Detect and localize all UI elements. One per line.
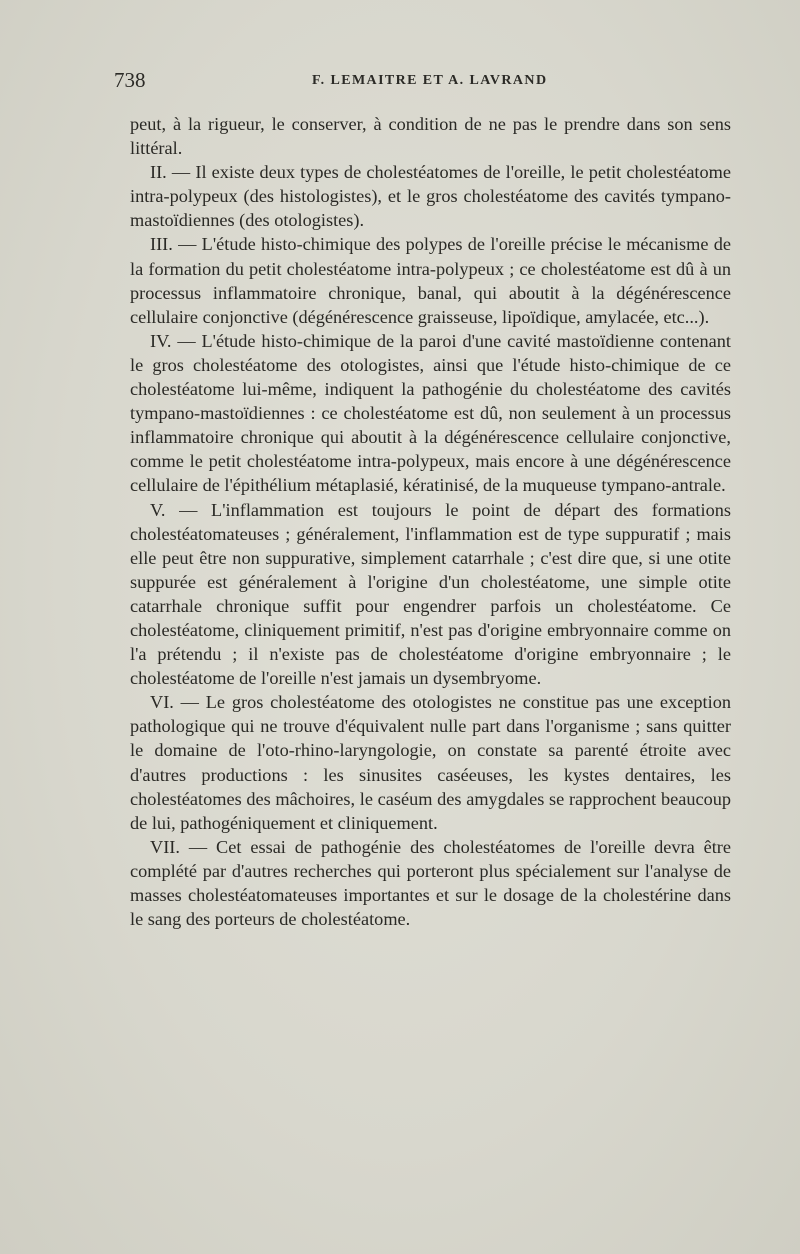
paragraph-conclusion-7: VII. — Cet essai de pathogénie des cholestéatomes de l'oreille devra être complété par d'autres recherches qui porteront plus spécialement sur l'analyse de masses cholestéatomateuses importantes et sur le dosage de la cholestérine dans le sang des porteurs de cholestéatome. [130, 836, 731, 930]
paragraph-conclusion-2: II. — Il existe deux types de cholestéatomes de l'oreille, le petit cholestéatome intra-polypeux (des histologistes), et le gros cholestéatome des cavités tympano-mastoïdiennes (des otologistes). [130, 162, 731, 231]
paragraph-conclusion-6: VI. — Le gros cholestéatome des otologistes ne constitue pas une exception pathologique qui ne trouve d'équivalent nulle part dans l'organisme ; sans quitter le domaine de l'oto-rhino-laryngologie, on constate sa parenté étroite avec d'autres productions : les sinusites caséeuses, les kystes dentaires, les cholestéatomes des mâchoires, le caséum des amygdales se rapprochent beaucoup de lui, pathogéniquement et cliniquement. [130, 692, 731, 833]
paragraph-conclusion-4: IV. — L'étude histo-chimique de la paroi d'une cavité mastoïdienne contenant le gros cholestéatome des otologistes, ainsi que l'étude histo-chimique de ce cholestéatome lui-même, indiquent la pathogénie du cholestéatome des cavités tympano-mastoïdiennes : ce cholestéatome est dû, non seulement à un processus inflammatoire chronique qui aboutit à la dégénérescence cellulaire conjonctive, comme le petit cholestéatome intra-polypeux, mais encore à une dégénérescence cellulaire de l'épithélium métaplasié, kératinisé, de la muqueuse tympano-antrale. [130, 330, 731, 496]
paragraph-conclusion-3: III. — L'étude histo-chimique des polypes de l'oreille précise le mécanisme de la formation du petit cholestéatome intra-polypeux ; ce cholestéatome est dû à un processus inflammatoire chronique, banal, qui aboutit à la dégénérescence cellulaire conjonctive (dégénérescence graisseuse, lipoïdique, amylacée, etc...). [130, 234, 731, 327]
page-number: 738 [114, 68, 146, 92]
paragraph-conclusion-5: V. — L'inflammation est toujours le point de départ des formations cholestéatomateuses ; généralement, l'inflammation est de type suppuratif ; mais elle peut être non suppurative, simplement catarrhale ; c'est dire que, si une otite suppurée est généralement à l'origine d'un cholestéatome, une simple otite catarrhale chronique suffit pour engendrer parfois un cholestéatome. Ce cholestéatome, cliniquement primitif, n'est pas d'origine embryonnaire comme on l'a prétendu ; il n'existe pas de cholestéatome d'origine embryonnaire ; le cholestéatome de l'oreille n'est jamais un dysembryome. [130, 499, 731, 689]
body-text [130, 112, 731, 931]
page-header [114, 68, 554, 98]
paragraph-continuation: peut, à la rigueur, le conserver, à condition de ne pas le prendre dans son sens littéral. [130, 114, 731, 159]
running-head: F. LEMAITRE ET A. LAVRAND [312, 73, 548, 88]
